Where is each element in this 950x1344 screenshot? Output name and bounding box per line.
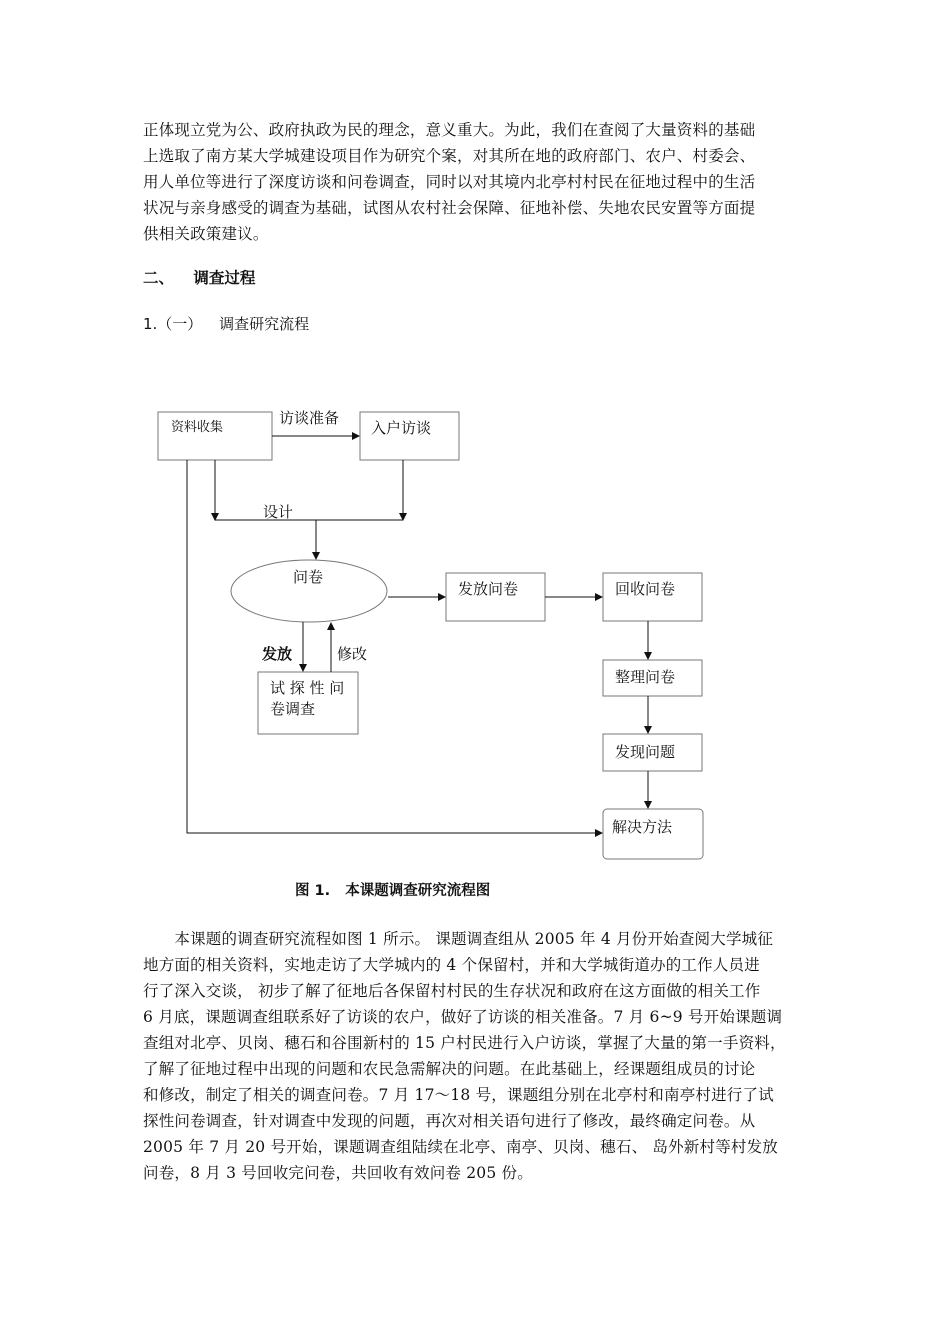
edge-label-revise: 修改 bbox=[337, 645, 368, 663]
text-line: 了解了征地过程中出现的问题和农民急需解决的问题。在此基础上，经课题组成员的讨论 bbox=[143, 1060, 756, 1078]
text-line: 行了深入交谈， 初步了解了征地后各保留村村民的生存状况和政府在这方面做的相关工作 bbox=[143, 982, 761, 1000]
node-trial-label-line2: 卷调查 bbox=[270, 700, 316, 718]
subsection-title: 调查研究流程 bbox=[219, 315, 310, 333]
edge-collect-solve bbox=[187, 460, 602, 833]
edge-label-design: 设计 bbox=[263, 503, 294, 521]
figure-number: 图 1. bbox=[295, 883, 331, 899]
text-line: 正体现立党为公、政府执政为民的理念，意义重大。为此，我们在查阅了大量资料的基础 bbox=[143, 121, 756, 139]
section-number: 二、 bbox=[143, 269, 175, 287]
node-visit-label: 入户访谈 bbox=[371, 419, 432, 437]
text-line: 地方面的相关资料，实地走访了大学城内的 4 个保留村，并和大学城街道办的工作人员进 bbox=[143, 956, 760, 974]
text-line: 本课题的调查研究流程如图 1 所示。 课题调查组从 2005 年 4 月份开始查阅大学城征 bbox=[143, 930, 774, 948]
section-title: 调查过程 bbox=[193, 269, 256, 287]
node-questionnaire-label: 问卷 bbox=[293, 568, 324, 586]
text-line: 用人单位等进行了深度访谈和问卷调查，同时以对其境内北亭村村民在征地过程中的生活 bbox=[143, 173, 756, 191]
text-line: 状况与亲身感受的调查为基础，试图从农村社会保障、征地补偿、失地农民安置等方面提 bbox=[143, 199, 756, 217]
text-line: 查组对北亭、贝岗、穗石和谷围新村的 15 户村民进行入户访谈，掌握了大量的第一手资料， bbox=[143, 1034, 786, 1052]
edge-label-prep: 访谈准备 bbox=[279, 409, 340, 427]
node-trial-label-line1: 试 探 性 问 bbox=[270, 679, 345, 697]
node-organize-label: 整理问卷 bbox=[615, 668, 676, 686]
figure-title: 本课题调查研究流程图 bbox=[345, 883, 491, 899]
figure-caption bbox=[295, 879, 490, 900]
text-line: 6 月底，课题调查组联系好了访谈的农户，做好了访谈的相关准备。7 月 6~9 号开始课题调 bbox=[143, 1008, 783, 1026]
text-line: 问卷，8 月 3 号回收完问卷，共回收有效问卷 205 份。 bbox=[143, 1164, 533, 1182]
text-line: 探性问卷调查，针对调查中发现的问题，再次对相关语句进行了修改，最终确定问卷。从 bbox=[143, 1112, 756, 1130]
node-collect-label: 资料收集 bbox=[171, 420, 224, 435]
subsection-number: 1.（一） bbox=[143, 315, 203, 333]
text-line: 上选取了南方某大学城建设项目作为研究个案，对其所在地的政府部门、农户、村委会、 bbox=[143, 147, 756, 165]
text-line: 供相关政策建议。 bbox=[143, 225, 269, 243]
edge-label-issue: 发放 bbox=[262, 645, 293, 663]
body-paragraph bbox=[143, 926, 815, 1186]
text-line: 2005 年 7 月 20 号开始，课题调查组陆续在北亭、南亭、贝岗、穗石、 岛外新村等村发放 bbox=[143, 1138, 778, 1156]
node-solve-label: 解决方法 bbox=[612, 818, 673, 836]
node-distribute-label: 发放问卷 bbox=[458, 580, 519, 598]
text-line: 和修改，制定了相关的调查问卷。7 月 17～18 号，课题组分别在北亭村和南亭村进行了试 bbox=[143, 1086, 774, 1104]
node-recover-label: 回收问卷 bbox=[615, 580, 676, 598]
node-discover-label: 发现问题 bbox=[615, 743, 676, 761]
